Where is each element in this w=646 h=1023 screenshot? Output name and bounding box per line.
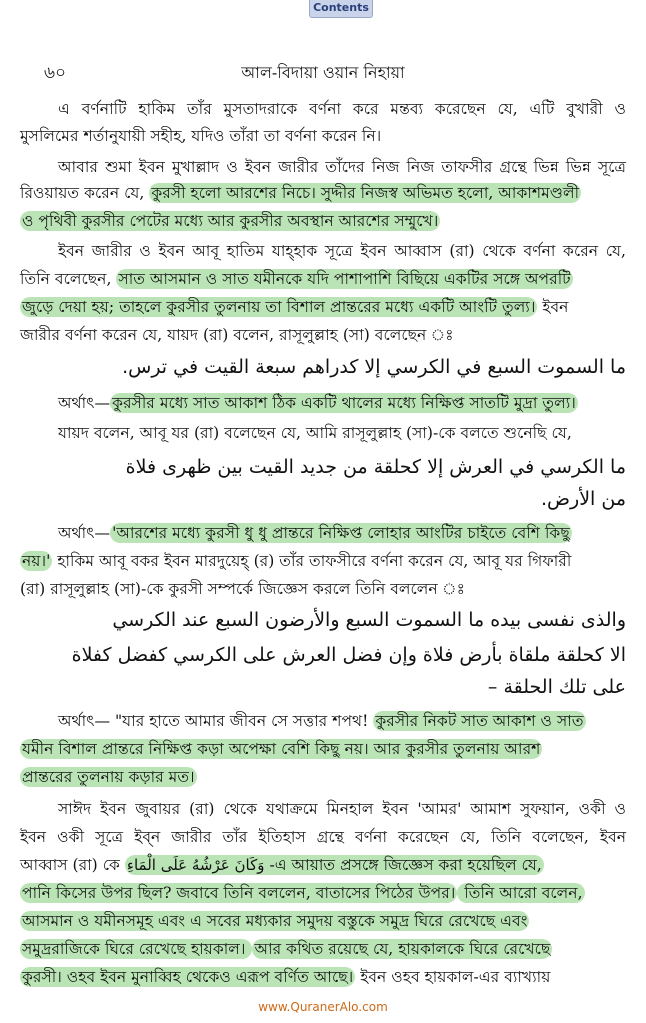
text-line: জারীর বর্ণনা করেন যে, যায়দ (রা) বলেন, রাসূলুল্লাহ (সা) বলেছেন ঃ bbox=[20, 326, 454, 344]
text-segment: আব্বাস (রা) কে bbox=[20, 856, 125, 874]
text-line: ইবন জারীর ও ইবন আবূ হাতিম যাহ্হাক সূত্রে ইবন আব্বাস (রা) থেকে বর্ণনা করেন যে, bbox=[58, 242, 626, 260]
text-line bbox=[20, 178, 626, 208]
contents-button[interactable]: Contents bbox=[309, 0, 373, 18]
text-segment: হাকিম আবূ বকর ইবন মারদুয়েহ্ (র) তাঁর তাফসীরে বর্ণনা করেন যে, আবূ যর গিফারী bbox=[52, 552, 572, 570]
highlight: সমুদ্ররাজিকে ঘিরে রেখেছে হায়কাল। bbox=[22, 940, 251, 958]
text-line: এ বর্ণনাটি হাকিম তাঁর মুসতাদরাকে বর্ণনা করে মন্তব্য করেছেন যে, এটি বুখারী ও bbox=[58, 100, 626, 118]
text-segment: -এ আয়াত প্রসঙ্গে জিজ্ঞেস করা হয়েছিল যে, bbox=[264, 856, 542, 874]
arabic-line: الا كحلقة ملقاة بأرض فلاة وإن فضل العرش على الكرسي كفضل كفلاة bbox=[71, 644, 626, 666]
text-line bbox=[20, 962, 626, 992]
arabic-line: على تلك الحلقة – bbox=[487, 676, 626, 698]
highlight: কুরসী হলো আরশের নিচে। সুদ্দীর নিজস্ব অভিমত হলো, আকাশমণ্ডলী bbox=[151, 184, 580, 202]
text-segment: অর্থাৎ— bbox=[58, 394, 111, 412]
text-line bbox=[58, 388, 626, 418]
text-line: আবার শুমা ইবন মুখাল্লাদ ও ইবন জারীর তাঁদের নিজ নিজ তাফসীর গ্রন্থে ভিন্ন ভিন্ন সূত্রে bbox=[58, 158, 626, 176]
text-line bbox=[20, 850, 626, 880]
arabic-line: ما السموت السبع في الكرسي إلا كدراهم سبعة القيت في ترس. bbox=[122, 356, 626, 378]
text-line bbox=[58, 706, 626, 736]
highlight: নয়।' bbox=[22, 552, 51, 570]
text-line bbox=[20, 734, 626, 764]
highlight: কুরসীর নিকট সাত আকাশ ও সাত bbox=[375, 712, 584, 730]
text-line bbox=[20, 934, 626, 964]
highlight: প্রান্তরের তুলনায় কড়ার মত। bbox=[22, 768, 195, 786]
text-segment: অর্থাৎ— bbox=[58, 524, 111, 542]
highlight bbox=[125, 855, 544, 875]
highlight: সাত আসমান ও সাত যমীনকে যদি পাশাপাশি বিছিয়ে একটির সঙ্গে অপরটি bbox=[118, 270, 571, 288]
text-line: যায়দ বলেন, আবূ যর (রা) বলেছেন যে, আমি রাসূলুল্লাহ (সা)-কে বলতে শুনেছি যে, bbox=[58, 424, 572, 442]
text-line bbox=[20, 546, 626, 576]
arabic-quote: وَكَانَ عَرْشُهُ عَلَى الْمَاءِ bbox=[126, 856, 265, 874]
arabic-line: ما الكرسي في العرش إلا كحلقة من جديد القيت بين ظهرى فلاة bbox=[125, 456, 626, 478]
highlight: কুরসীর মধ্যে সাত আকাশ ঠিক একটি থালের মধ্যে নিক্ষিপ্ত সাতটি মুদ্রা তুল্য। bbox=[112, 394, 576, 412]
highlight: 'আরশের মধ্যে কুরসী ধু ধু প্রান্তরে নিক্ষিপ্ত লোহার আংটির চাইতে বেশি কিছু bbox=[112, 524, 570, 542]
text-line bbox=[20, 878, 626, 908]
text-line bbox=[20, 762, 626, 792]
text-line bbox=[20, 206, 626, 236]
highlight: যমীন বিশাল প্রান্তরে নিক্ষিপ্ত কড়া অপেক্ষা বেশি কিছু নয়। আর কুরসীর তুলনায় আরশ bbox=[22, 740, 541, 758]
highlight: কুরসী। ওহব ইবন মুনাব্বিহ থেকেও এরূপ বর্ণিত আছে। bbox=[22, 968, 354, 986]
footer-website[interactable]: www.QuranerAlo.com bbox=[258, 1000, 388, 1014]
text-line: সাঈদ ইবন জুবায়র (রা) থেকে যথাক্রমে মিনহাল ইবন 'আমর' আমাশ সুফয়ান, ওকী ও bbox=[58, 800, 626, 818]
highlight: আসমান ও যমীনসমূহ এবং এ সবের মধ্যকার সমুদয় বস্তুকে সমুদ্র ঘিরে রেখেছে এবং bbox=[22, 912, 528, 930]
highlight: আর কথিত রয়েছে যে, হায়কালকে ঘিরে রেখেছে bbox=[254, 940, 551, 958]
text-line bbox=[58, 518, 626, 548]
highlight: পানি কিসের উপর ছিল? জবাবে তিনি বললেন, বাতাসের পিঠের উপর। bbox=[22, 884, 456, 902]
text-line bbox=[20, 292, 626, 322]
page-number: ৬০ bbox=[44, 63, 67, 83]
arabic-line: والذى نفسى بيده ما السموت السبع والأرضون السبع عند الكرسي bbox=[112, 609, 626, 631]
text-line bbox=[20, 264, 626, 294]
running-title: আল-বিদায়া ওয়ান নিহায়া bbox=[241, 63, 405, 82]
highlight: ও পৃথিবী কুরসীর পেটের মধ্যে আর কুরসীর অবস্থান আরশের সম্মুখে। bbox=[22, 212, 439, 230]
text-segment: তিনি বলেছেন, bbox=[20, 270, 117, 288]
highlight: জুড়ে দেয়া হয়; তাহলে কুরসীর তুলনায় তা বিশাল প্রান্তরের মধ্যে একটি আংটি তুল্য। bbox=[22, 298, 536, 316]
text-line: (রা) রাসূলুল্লাহ (সা)-কে কুরসী সম্পর্কে জিজ্ঞেস করলে তিনি বললেন ঃ bbox=[20, 580, 465, 598]
arabic-line: من الأرض. bbox=[541, 488, 626, 510]
text-line: ইবন ওকী সূত্রে ইব্‌ন জারীর তাঁর ইতিহাস গ্রন্থে বর্ণনা করেছেন যে, তিনি বলেছেন, ইবন bbox=[20, 828, 626, 846]
text-segment: ইবন bbox=[537, 298, 569, 316]
highlight: তিনি আরো বলেন, bbox=[459, 884, 583, 902]
text-segment: ইবন ওহব হায়কাল-এর ব্যাখ্যায় bbox=[355, 968, 551, 986]
text-line bbox=[20, 906, 626, 936]
text-line: মুসলিমের শর্তানুযায়ী সহীহ, যদিও তাঁরা তা বর্ণনা করেন নি। bbox=[20, 127, 382, 145]
text-segment: অর্থাৎ— "যার হাতে আমার জীবন সে সত্তার শপথ! bbox=[58, 712, 374, 730]
text-segment: রিওয়ায়ত করেন যে, bbox=[20, 184, 150, 202]
